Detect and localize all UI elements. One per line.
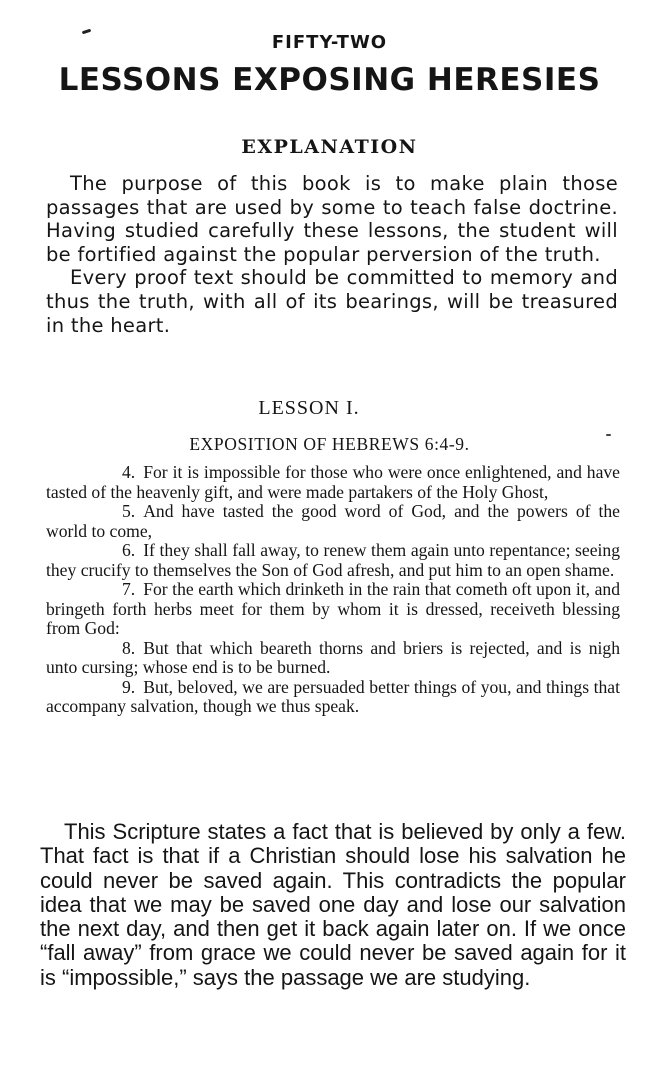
verse-text: But that which beareth thorns and briers is rejected, and is nigh unto cursing; whose end is to be burned. bbox=[46, 637, 620, 677]
verse-text: For the earth which drinketh in the rain that cometh oft upon it, and bringeth forth herbs meet for them by whom it is dressed, receiveth blessing from God: bbox=[46, 579, 620, 638]
verse bbox=[46, 678, 620, 717]
commentary bbox=[40, 820, 626, 990]
explanation-paragraph: Every proof text should be committed to memory and thus the truth, with all of its bearings, will be treasured in the heart. bbox=[46, 266, 618, 337]
verse bbox=[46, 580, 620, 639]
explanation-heading: EXPLANATION bbox=[241, 136, 418, 158]
verse-text: And have tasted the good word of God, and the powers of the world to come, bbox=[46, 501, 620, 541]
lesson-subheading: EXPOSITION OF HEBREWS 6:4-9. bbox=[189, 434, 470, 454]
verse bbox=[46, 463, 620, 502]
book-title: LESSONS EXPOSING HERESIES bbox=[58, 62, 601, 98]
verse-number: 6. bbox=[122, 540, 136, 560]
explanation-text bbox=[46, 172, 618, 337]
scripture-passage bbox=[46, 463, 620, 717]
verse-number: 9. bbox=[122, 676, 136, 697]
verse-text: If they shall fall away, to renew them again unto repentance; seeing they crucify to themselves the Son of God afresh, and put him to an open shame. bbox=[46, 540, 620, 580]
verse bbox=[46, 639, 620, 678]
verse-number: 8. bbox=[122, 637, 136, 658]
verse-text: For it is impossible for those who were once enlightened, and have tasted of the heavenly gift, and were made partakers of the Holy Ghost, bbox=[46, 462, 620, 502]
book-subtitle: FIFTY-TWO bbox=[271, 32, 388, 53]
commentary-paragraph: This Scripture states a fact that is believed by only a few. That fact is that if a Christian should lose his salvation he could never be saved again. This contradicts the popular idea that we may be saved one day and lose our salvation the next day, and then get it back again later on. If we once “fall away” from grace we could never be saved again for it is “impossible,” says the passage we are studying. bbox=[40, 819, 626, 990]
lesson-heading: LESSON I. bbox=[258, 397, 360, 419]
verse-number: 7. bbox=[122, 579, 136, 599]
verse bbox=[46, 502, 620, 541]
verse-number: 5. bbox=[122, 501, 136, 521]
explanation-paragraph: The purpose of this book is to make plain those passages that are used by some to teach false doctrine. Having studied carefully these lessons, the student will be fortified against the popular perversion of the truth. bbox=[46, 172, 618, 266]
verse-text: But, beloved, we are persuaded better things of you, and things that accompany salvation, though we thus speak. bbox=[46, 676, 620, 716]
verse-number: 4. bbox=[122, 462, 136, 482]
verse bbox=[46, 541, 620, 580]
